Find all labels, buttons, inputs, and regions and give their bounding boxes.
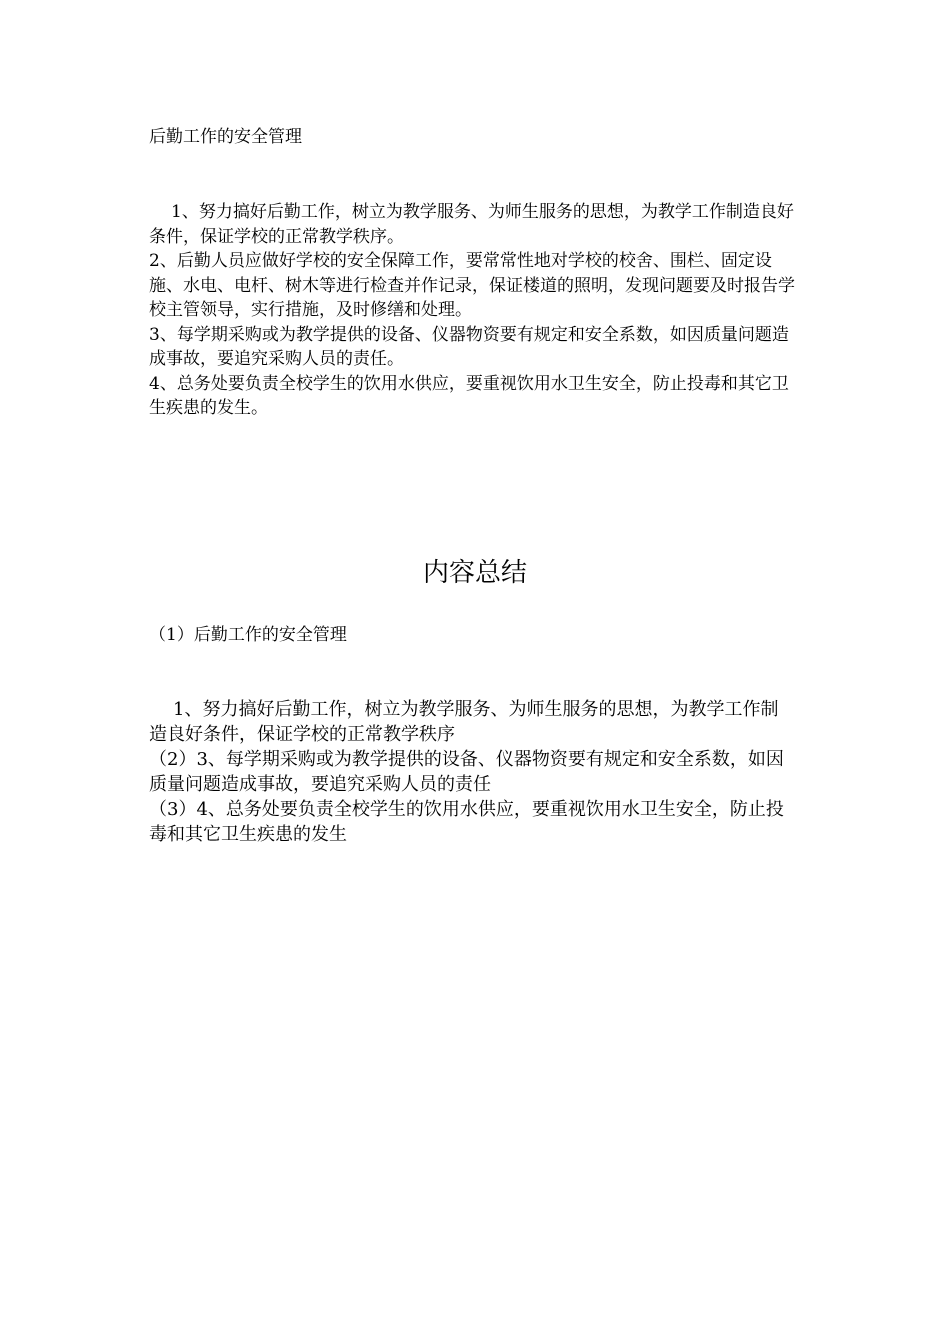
rule-item-2: 2、后勤人员应做好学校的安全保障工作，要常常性地对学校的校舍、围栏、固定设施、水电、电杆、树木等进行检查并作记录，保证楼道的照明，发现问题要及时报告学校主管领导，实行措施，及时修缮和处理。 xyxy=(149,251,795,320)
summary-item-1: 1、努力搞好后勤工作，树立为教学服务、为师生服务的思想，为教学工作制造良好条件，保证学校的正常教学秩序 xyxy=(149,699,779,745)
summary-heading: 内容总结 xyxy=(422,558,527,588)
summary-section xyxy=(149,697,795,847)
document-title: 后勤工作的安全管理 xyxy=(149,127,302,147)
rule-item-3: 3、每学期采购或为教学提供的设备、仪器物资要有规定和安全系数，如因质量问题造成事故，要追究采购人员的责任。 xyxy=(149,324,789,369)
summary-item-3: （3）4、总务处要负责全校学生的饮用水供应，要重视饮用水卫生安全，防止投毒和其它卫生疾患的发生 xyxy=(149,799,784,845)
rule-item-1: 1、努力搞好后勤工作，树立为教学服务、为师生服务的思想，为教学工作制造良好条件，保证学校的正常教学秩序。 xyxy=(149,202,794,247)
rule-item-4: 4、总务处要负责全校学生的饮用水供应，要重视饮用水卫生安全，防止投毒和其它卫生疾患的发生。 xyxy=(149,373,789,418)
summary-subtitle: （1）后勤工作的安全管理 xyxy=(149,625,347,645)
rules-section xyxy=(149,200,801,421)
summary-item-2: （2）3、每学期采购或为教学提供的设备、仪器物资要有规定和安全系数，如因质量问题造成事故，要追究采购人员的责任 xyxy=(149,749,784,795)
